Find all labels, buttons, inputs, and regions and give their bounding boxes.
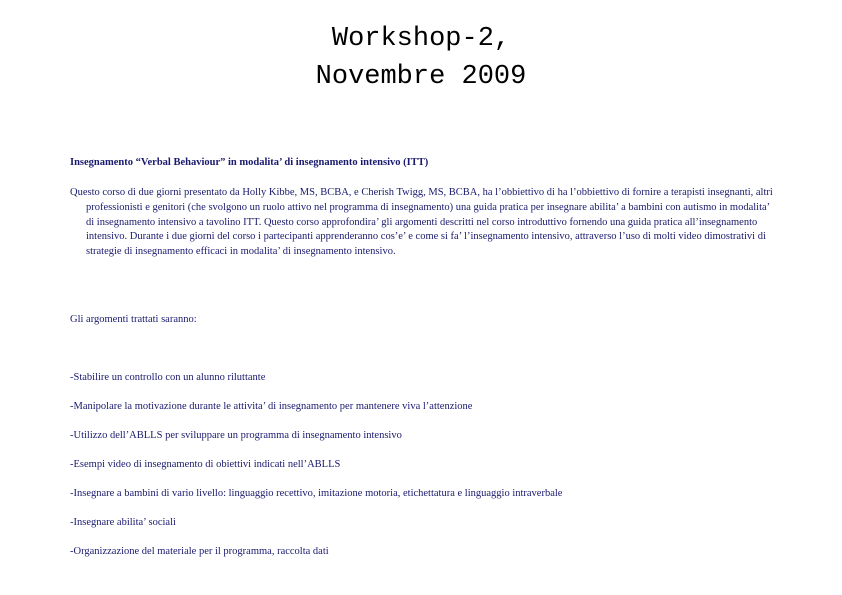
- list-item: -Organizzazione del materiale per il programma, raccolta dati: [70, 546, 329, 557]
- list-item: -Esempi video di insegnamento di obiettivi indicati nell’ABLLS: [70, 459, 341, 470]
- list-item: -Manipolare la motivazione durante le attivita’ di insegnamento per mantenere viva l’attenzione: [70, 401, 473, 412]
- course-description: Questo corso di due giorni presentato da Holly Kibbe, MS, BCBA, e Cherish Twigg, MS, BCBA, ha l’obbiettivo di ha l’obbiettivo di fornire a terapisti insegnanti, altri professionisti e genitori (che svolgono un ruolo attivo nel programma di insegnamento) una guida pratica per insegnare abilita’ a bambini con autismo in modalita’ di insegnamento intensivo a tavolino ITT. Questo corso approfondira’ gli argomenti descritti nel corso introduttivo fornendo una guida pratica all’insegnamento intensivo. Durante i due giorni del corso i partecipanti apprenderanno cos’e’ e come si fa’ l’insegnamento intensivo, attraverso l’uso di molti video dimostrativi di strategie di insegnamento efficaci in modalita’ di insegnamento intensivo.: [70, 187, 773, 258]
- title-line-2: Novembre 2009: [315, 62, 527, 92]
- list-item: -Utilizzo dell’ABLLS per sviluppare un programma di insegnamento intensivo: [70, 430, 402, 441]
- topics-list: [70, 371, 562, 574]
- course-heading: Insegnamento “Verbal Behaviour” in modalita’ di insegnamento intensivo (ITT): [70, 157, 429, 168]
- list-item: -Insegnare a bambini di vario livello: linguaggio recettivo, imitazione motoria, etichettatura e linguaggio intraverbale: [70, 488, 563, 499]
- list-item: -Insegnare abilita’ sociali: [70, 517, 176, 528]
- title-line-1: Workshop-2,: [331, 24, 511, 54]
- list-item: -Stabilire un controllo con un alunno riluttante: [70, 372, 266, 383]
- page-title: [0, 20, 842, 96]
- topics-label: Gli argomenti trattati saranno:: [70, 314, 197, 325]
